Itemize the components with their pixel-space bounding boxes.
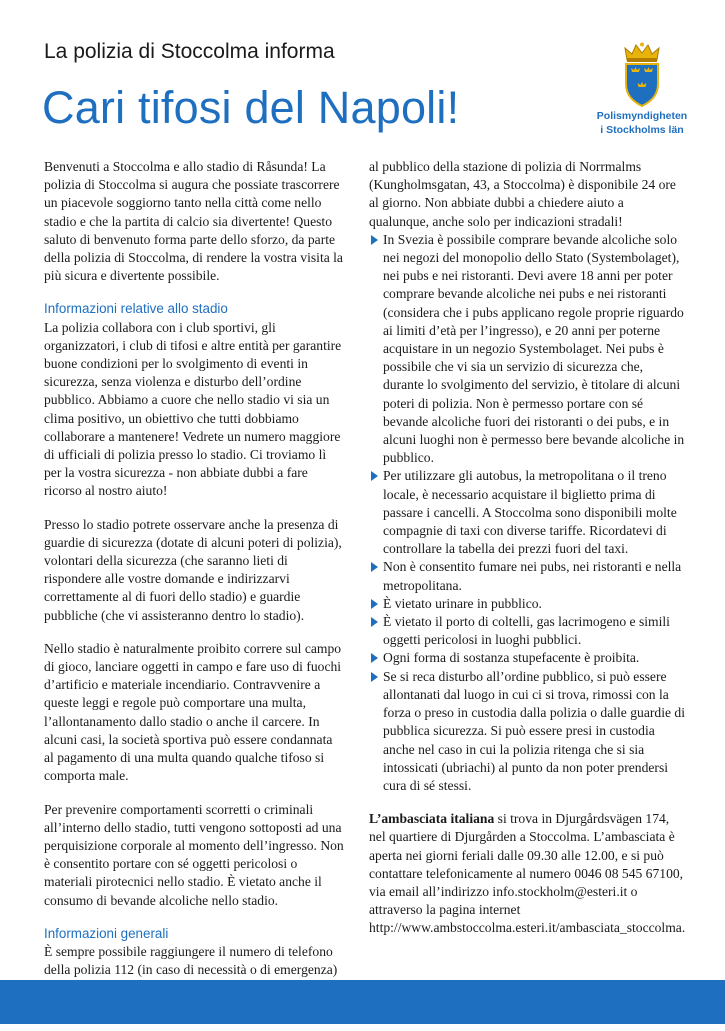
- intro-paragraph: Benvenuti a Stoccolma e allo stadio di Råsunda! La polizia di Stoccolma si augura che possiate trascorrere un piacevole soggiorno tanto nella città come nello stadio e che la partita di calcio sia divertente! Questo saluto di benvenuto forma parte dello sforzo, da parte della polizia di Stoccolma, di rendere la vostra visita la più sicura e divertente possibile.: [44, 159, 343, 284]
- bullet-triangle-icon: [371, 235, 378, 245]
- bullet-triangle-icon: [371, 653, 378, 663]
- list-item: Se si reca disturbo all’ordine pubblico, si può essere allontanati dal luogo in cui ci si trova, rimossi con la forza o preso in custodia dalla polizia o dalle guardie di pubblica sicurezza. Si può essere presi in custodia anche nel caso in cui la polizia ritenga che si sia intossicati (ubriachi) al punto da non poter prendersi cura di sé stessi.: [369, 668, 685, 795]
- coat-of-arms-icon: [619, 42, 665, 108]
- right-column: [369, 158, 685, 953]
- left-column: [44, 158, 344, 1031]
- list-item: È vietato urinare in pubblico.: [369, 595, 685, 613]
- stadium-paragraph: Nello stadio è naturalmente proibito correre sul campo di gioco, lanciare oggetti in campo e fare uso di fuochi d’artificio e materiale incendiario. Contravvenire a queste leggi e regole può comportare una multa, l’allontanamento dallo stadio o anche il carcere. In alcuni casi, la società sportiva può essere condannata al pagamento di una multa quando qualche tifoso si comporta male.: [44, 640, 342, 784]
- bullet-triangle-icon: [371, 617, 378, 627]
- bullet-triangle-icon: [371, 599, 378, 609]
- stadium-paragraph: Presso lo stadio potrete osservare anche la presenza di guardie di sicurezza (dotate di alcuni poteri di polizia), volontari della sicurezza (che saranno lieti di rispondere alle vostre domande e indirizzarvi correttamente al di fuori dello stadio) e guardie pubbliche (che vi assisteranno dentro lo stadio).: [44, 516, 342, 623]
- kicker-line: La polizia di Stoccolma informa: [44, 40, 335, 63]
- page-title: Cari tifosi del Napoli!: [42, 82, 460, 133]
- embassy-lead: L’ambasciata italiana: [369, 811, 495, 827]
- general-paragraph-continued: al pubblico della stazione di polizia di Norrmalms (Kungholmsgatan, 43, a Stoccolma) è disponibile 24 ore al giorno. Non abbiate dubbi a chiedere aiuto a qualunque, anche solo per indicazioni stradali!: [369, 159, 676, 229]
- list-item: È vietato il porto di coltelli, gas lacrimogeno e simili oggetti pericolosi in luoghi pubblici.: [369, 613, 685, 649]
- bullet-triangle-icon: [371, 471, 378, 481]
- list-item: Non è consentito fumare nei pubs, nei ristoranti e nella metropolitana.: [369, 558, 685, 594]
- stadium-paragraph: Per prevenire comportamenti scorretti o criminali all’interno dello stadio, tutti vengono sottoposti ad una perquisizione corporale al momento dell’ingresso. Non è consentito portare con sé oggetti pericolosi o materiali pirotecnici nello stadio. È vietato anche il consumo di bevande alcoliche nello stadio.: [44, 801, 344, 908]
- rules-list: [369, 231, 685, 795]
- stadium-paragraph: La polizia collabora con i club sportivi, gli organizzatori, i club di tifosi e altre entità per garantire buone condizioni per lo svolgimento di eventi in sicurezza, senza violenza e disturbo dell’ordine pubblico. Abbiamo a cuore che nello stadio vi sia un clima positivo, un obiettivo che tutti dobbiamo collaborare a mantenere! Vedrete un numero maggiore di ufficiali di polizia presso lo stadio. Ci troviamo lì per la vostra sicurezza - non abbiate dubbi a fare ricorso al nostro aiuto!: [44, 319, 342, 499]
- list-item: In Svezia è possibile comprare bevande alcoliche solo nei negozi del monopolio dello Stato (Systembolaget), nei pubs e nei ristoranti. Devi avere 18 anni per poter comprare bevande alcoliche nei pubs e nei ristoranti (considera che i pubs applicano regole proprie riguardo ai limiti d’età per l’ingresso), e 20 anni per poterne acquistare in un negozio Systembolaget. Nei pubs è possibile che vi sia un servizio di sicurezza che, durante lo svolgimento del servizio, è titolare di alcuni poteri di polizia. Non è permesso portare con sé bevande alcoliche fuori dei ristoranti o dei pubs, e in alcuni luoghi non è permesso bere bevande alcoliche in pubblico.: [369, 231, 685, 468]
- police-logo: [587, 42, 697, 136]
- list-item: Ogni forma di sostanza stupefacente è proibita.: [369, 649, 685, 667]
- logo-name-line1: Polismyndigheten: [596, 110, 688, 122]
- bullet-triangle-icon: [371, 672, 378, 682]
- footer-band: [0, 980, 725, 1024]
- general-paragraph: È sempre possibile raggiungere il numero di telefono della polizia 112 (in caso di necessità o di emergenza): [44, 943, 338, 978]
- embassy-text: si trova in Djurgårdsvägen 174, nel quartiere di Djurgården a Stoccolma. L’ambasciata è aperta nei giorni feriali dalle 09.30 alle 12.00, e si può contattare telefonicamente al numero 0046 08 545 67100, via email all’indirizzo info.stockholm@esteri.it o attraverso la pagina internet http://www.ambstoccolma.esteri.it/ambasciata_stoccolma.: [369, 811, 686, 936]
- embassy-paragraph: [369, 810, 685, 937]
- logo-name-line2: i Stockholms län: [600, 124, 684, 136]
- bullet-triangle-icon: [371, 562, 378, 572]
- stadium-heading: Informazioni relative allo stadio: [44, 301, 228, 317]
- general-heading: Informazioni generali: [44, 925, 169, 941]
- list-item: Per utilizzare gli autobus, la metropolitana o il treno locale, è necessario acquistare il biglietto prima di passare i cancelli. A Stoccolma sono disponibili molte compagnie di taxi con diverse tariffe. Ricordatevi di controllare la tabella dei prezzi fuori del taxi.: [369, 467, 685, 558]
